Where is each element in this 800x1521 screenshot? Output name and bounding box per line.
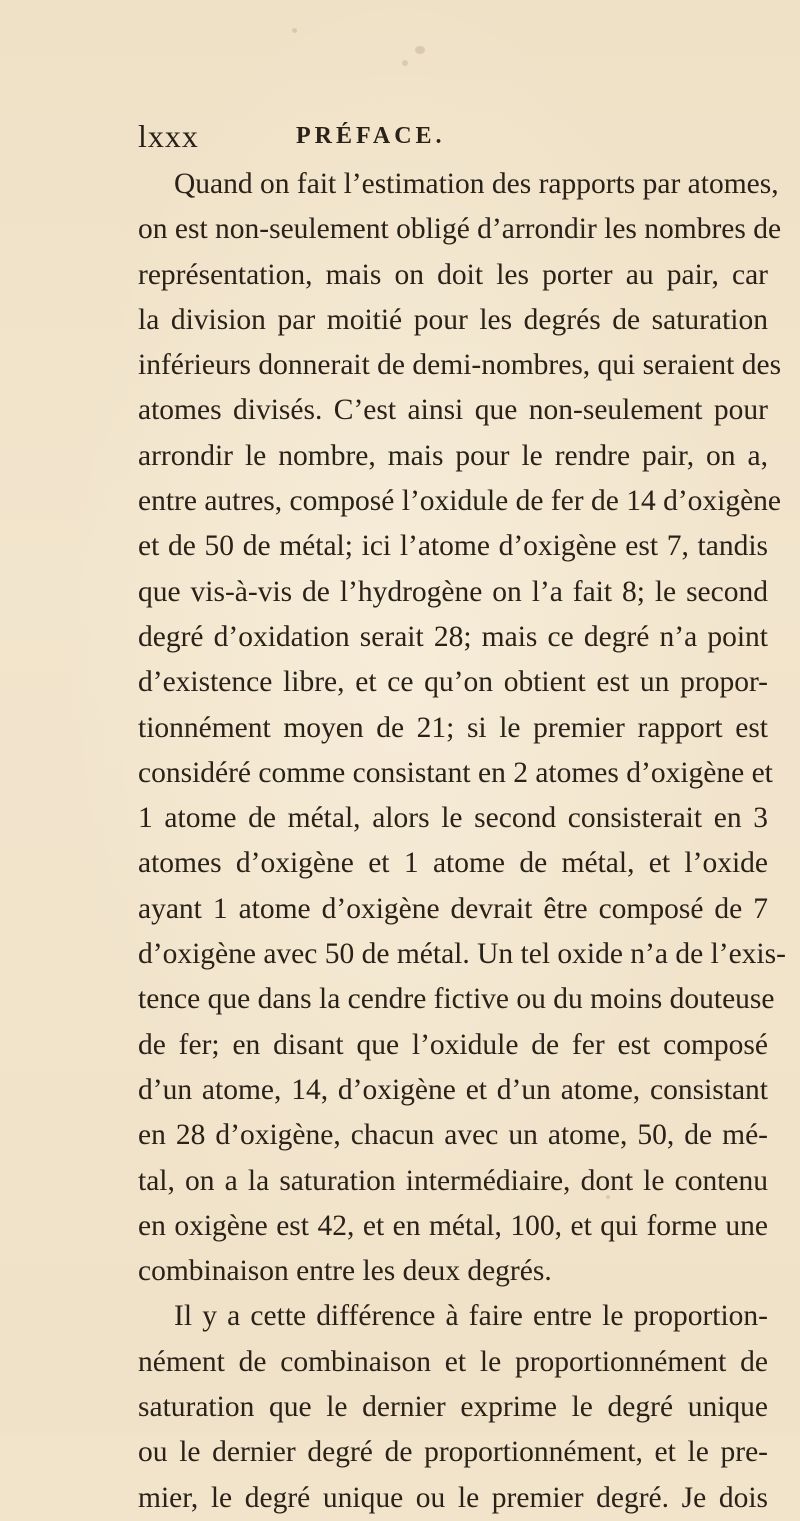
text-line: tionnément moyen de 21; si le premier rapport est bbox=[138, 711, 768, 744]
text-line: nément de combinaison et le proportionnément de bbox=[138, 1345, 768, 1378]
page-number: lxxx bbox=[138, 118, 199, 154]
text-line: on est non-seulement obligé d’arrondir les nombres de bbox=[138, 213, 782, 246]
text-line: tence que dans la cendre fictive ou du moins douteuse bbox=[138, 983, 775, 1016]
text-line: d’existence libre, et ce qu’on obtient est un propor- bbox=[138, 666, 768, 699]
text-line: combinaison entre les deux degrés. bbox=[138, 1255, 552, 1288]
text-line: saturation que le dernier exprime le degré unique bbox=[138, 1391, 768, 1424]
ink-speck bbox=[292, 28, 297, 33]
text-line: considéré comme consistant en 2 atomes d’oxigène et bbox=[138, 756, 773, 789]
ink-speck bbox=[415, 46, 425, 54]
text-line: atomes d’oxigène et 1 atome de métal, et l’oxide bbox=[138, 847, 768, 880]
text-line: inférieurs donnerait de demi-nombres, qui seraient des bbox=[138, 349, 782, 382]
text-line: atomes divisés. C’est ainsi que non-seulement pour bbox=[138, 394, 768, 427]
text-line: et de 50 de métal; ici l’atome d’oxigène est 7, tandis bbox=[138, 530, 768, 563]
text-line: tal, on a la saturation intermédiaire, dont le contenu bbox=[138, 1164, 768, 1197]
text-line: ou le dernier degré de proportionnément, et le pre- bbox=[138, 1436, 768, 1469]
text-line: Quand on fait l’estimation des rapports par atomes, bbox=[174, 168, 779, 200]
text-line: en oxigène est 42, et en métal, 100, et qui forme une bbox=[138, 1209, 768, 1242]
text-line: 1 atome de métal, alors le second consisterait en 3 bbox=[138, 802, 768, 835]
ink-speck bbox=[402, 60, 408, 66]
text-line: en 28 d’oxigène, chacun avec un atome, 50, de mé- bbox=[138, 1119, 768, 1152]
text-line: de fer; en disant que l’oxidule de fer est composé bbox=[138, 1028, 768, 1061]
text-line: mier, le degré unique ou le premier degré. Je dois bbox=[138, 1481, 768, 1514]
page-header bbox=[138, 116, 698, 156]
text-line: que vis-à-vis de l’hydrogène on l’a fait 8; le second bbox=[138, 575, 768, 608]
text-line: Il y a cette différence à faire entre le proportion- bbox=[174, 1300, 768, 1333]
text-line: représentation, mais on doit les porter au pair, car bbox=[138, 258, 768, 291]
text-line: la division par moitié pour les degrés de saturation bbox=[138, 303, 768, 336]
text-line: degré d’oxidation serait 28; mais ce degré n’a point bbox=[138, 620, 768, 653]
text-line: arrondir le nombre, mais pour le rendre pair, on a, bbox=[138, 439, 768, 472]
text-line: d’oxigène avec 50 de métal. Un tel oxide n’a de l’exis- bbox=[138, 938, 786, 971]
text-line: d’un atome, 14, d’oxigène et d’un atome, consistant bbox=[138, 1073, 768, 1106]
text-line: ayant 1 atome d’oxigène devrait être composé de 7 bbox=[138, 892, 768, 925]
body-text bbox=[138, 162, 786, 1521]
running-head: PRÉFACE. bbox=[296, 123, 446, 149]
text-line: entre autres, composé l’oxidule de fer de 14 d’oxigène bbox=[138, 485, 782, 518]
